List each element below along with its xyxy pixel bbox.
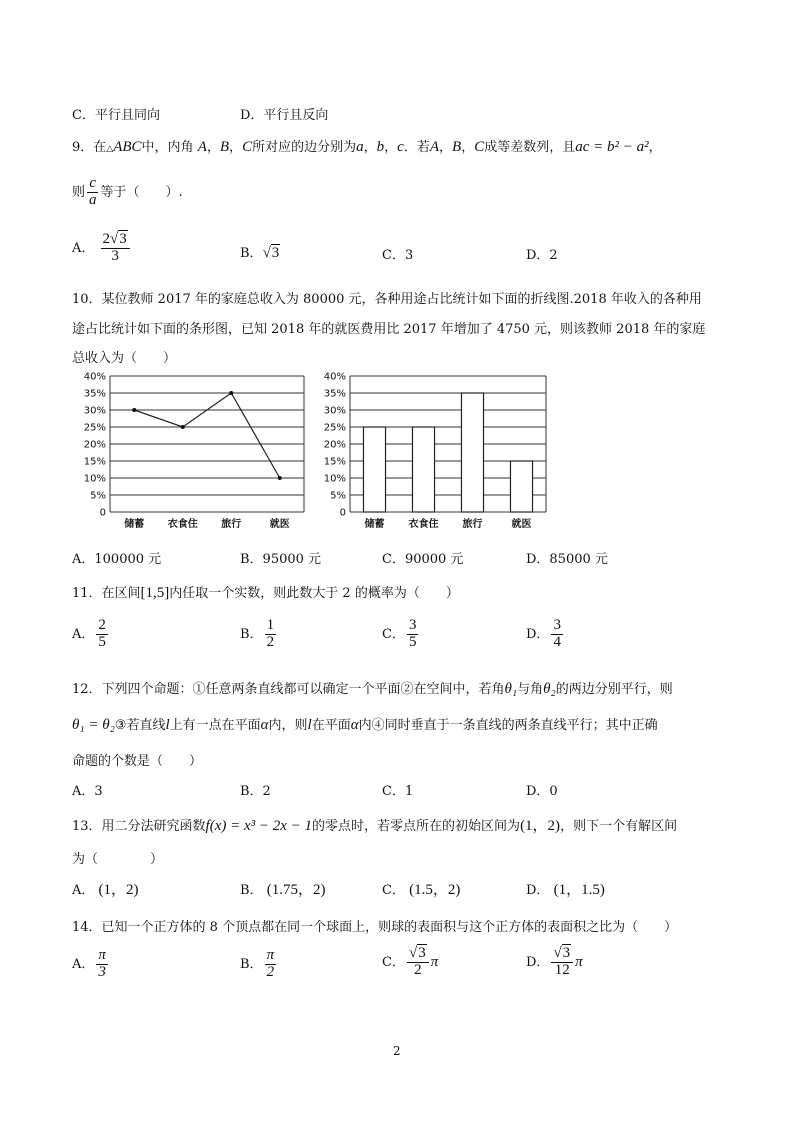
y-tick-label: 0 — [99, 507, 106, 519]
q9-ask: 则 $\frac{c}{a}$ 等于（ ）. — [72, 175, 183, 208]
y-tick-label: 25% — [83, 422, 106, 434]
y-tick-label: 0 — [339, 507, 346, 519]
y-tick-label: 30% — [83, 405, 106, 417]
x-tick-label: 旅行 — [462, 519, 483, 530]
q10-option-c: C．90000 元 — [382, 552, 464, 567]
y-tick-label: 25% — [323, 422, 346, 434]
y-tick-label: 10% — [323, 473, 346, 485]
q10-option-d: D．85000 元 — [526, 552, 608, 567]
q10-option-b: B．95000 元 — [240, 552, 322, 567]
q8-option-d: D．平行且反向 — [240, 108, 329, 123]
q13-option-b: B． (1.75，2) — [240, 882, 326, 898]
q12-option-c: C．1 — [382, 784, 414, 799]
q11-option-c: C． $\frac{3}{5}$ — [382, 617, 417, 650]
x-tick-label: 旅行 — [221, 519, 242, 530]
q14-option-c: C． $\frac{√3}{2}$ π — [382, 945, 439, 978]
q10-stem-line1: 10．某位教师 2017 年的家庭总收入为 80000 元，各种用途占比统计如下面的折线图.2018 年收入的各种用 — [72, 292, 702, 307]
y-tick-label: 5% — [90, 490, 106, 502]
q9-stem: 9．在△ABC中，内角 A，B，C所对应的边分别为a，b，c．若A，B，C成等差数列，且ac = b² − a²， — [72, 139, 662, 155]
bar — [412, 427, 434, 512]
y-tick-label: 40% — [323, 371, 346, 383]
q12-stem-line3: 命题的个数是（ ） — [72, 754, 203, 769]
q10-stem-line3: 总收入为（ ） — [72, 351, 177, 366]
page-number: 2 — [393, 1044, 401, 1058]
x-tick-label: 衣食住 — [167, 519, 198, 530]
q13-option-d: D． (1，1.5) — [526, 882, 605, 898]
q13-option-a: A． (1，2) — [72, 882, 139, 898]
y-tick-label: 35% — [83, 388, 106, 400]
q12-stem-line2: θ₁ = θ₂③若直线l上有一点在平面α内，则l在平面α内④同时垂直于一条直线的两条直线平行；其中正确 — [72, 717, 658, 733]
q13-stem-line1: 13．用二分法研究函数f(x) = x³ − 2x − 1的零点时，若零点所在的初始区间为(1，2)，则下一个有解区间 — [72, 818, 678, 834]
x-tick-label: 衣食住 — [408, 519, 439, 530]
bar — [363, 427, 385, 512]
y-tick-label: 5% — [330, 490, 346, 502]
q8-option-c: C．平行且同向 — [72, 108, 160, 123]
bar — [510, 461, 532, 512]
y-tick-label: 40% — [83, 371, 106, 383]
line-chart-2017 — [60, 366, 320, 538]
x-tick-label: 就医 — [269, 519, 290, 530]
y-tick-label: 20% — [323, 439, 346, 451]
x-tick-label: 就医 — [511, 519, 532, 530]
q10-stem-line2: 途占比统计如下面的条形图，已知 2018 年的就医费用比 2017 年增加了 4750 元，则该教师 2018 年的家庭 — [72, 322, 706, 337]
q13-function: f(x) = x³ − 2x − 1 — [205, 818, 313, 834]
q9-option-b: B．√3 — [240, 245, 280, 261]
q14-option-b: B． $\frac{\pi}{2}$ — [240, 947, 275, 980]
y-tick-label: 35% — [323, 388, 346, 400]
q11-option-a: A． $\frac{2}{5}$ — [72, 617, 106, 650]
q12-stem-line1: 12．下列四个命题：①任意两条直线都可以确定一个平面②在空间中，若角θ₁与角θ₂的两边分别平行，则 — [72, 681, 673, 697]
x-tick-label: 储蓄 — [364, 519, 385, 530]
y-tick-label: 10% — [83, 473, 106, 485]
q9-option-a: A． $\frac{2√3}{3}$ — [72, 232, 132, 265]
q9-equation: ac = b² − a² — [575, 139, 649, 155]
y-tick-label: 30% — [323, 405, 346, 417]
q11-option-b: B． $\frac{1}{2}$ — [240, 617, 275, 650]
q13-stem-line2: 为（ ） — [72, 852, 164, 867]
bar — [461, 393, 483, 512]
line-series — [134, 393, 280, 478]
y-tick-label: 20% — [83, 439, 106, 451]
y-tick-label: 15% — [323, 456, 346, 468]
q14-option-d: D． $\frac{√3}{12}$ π — [526, 945, 583, 978]
q9-option-c: C．3 — [382, 248, 414, 263]
q11-option-d: D． $\frac{3}{4}$ — [526, 617, 561, 650]
q9-option-d: D．2 — [526, 248, 558, 263]
data-point — [278, 476, 282, 480]
data-point — [181, 425, 185, 429]
q11-stem: 11．在区间[1,5]内任取一个实数，则此数大于 2 的概率为（ ） — [72, 585, 459, 601]
q14-stem: 14．已知一个正方体的 8 个顶点都在同一个球面上，则球的表面积与这个正方体的表面积之比为（ ） — [72, 920, 678, 935]
bar-chart-2018 — [310, 366, 560, 538]
q12-option-d: D．0 — [526, 784, 558, 799]
y-tick-label: 15% — [83, 456, 106, 468]
q12-option-a: A．3 — [72, 784, 103, 799]
x-tick-label: 储蓄 — [124, 519, 145, 530]
q14-option-a: A． $\frac{\pi}{3}$ — [72, 947, 106, 980]
q13-option-c: C． (1.5，2) — [382, 882, 461, 898]
q10-option-a: A．100000 元 — [72, 552, 162, 567]
data-point — [229, 391, 233, 395]
q12-option-b: B．2 — [240, 784, 271, 799]
data-point — [132, 408, 136, 412]
